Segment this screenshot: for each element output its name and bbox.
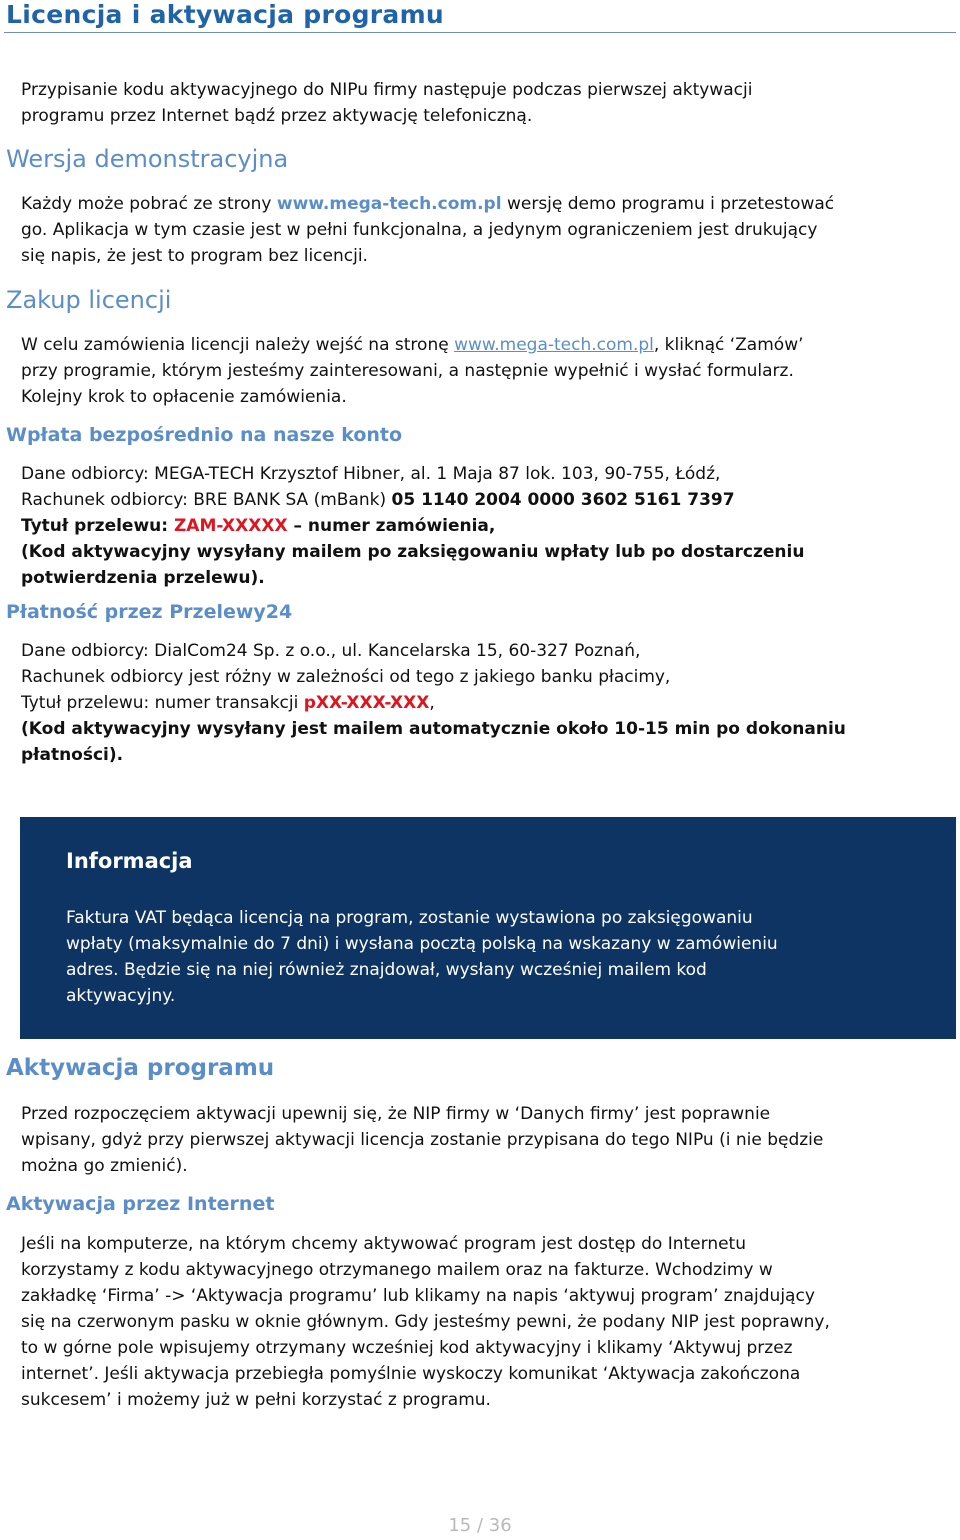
- p24-title-code: pXX-XXX-XXX: [303, 693, 430, 713]
- section-heading-przelewy24: Płatność przez Przelewy24: [6, 601, 293, 623]
- internet-line: zakładkę ‘Firma’ -> ‘Aktywacja programu’ lub klikamy na napis ‘aktywuj program’ znajdujący: [21, 1286, 815, 1306]
- activation-paragraph: [21, 1101, 951, 1179]
- transfer-title-label: Tytuł przelewu:: [21, 516, 174, 536]
- przelewy24-paragraph: [21, 638, 951, 768]
- p24-recipient: Dane odbiorcy: DialCom24 Sp. z o.o., ul. Kancelarska 15, 60-327 Poznań,: [21, 641, 641, 661]
- page-title: Licencja i aktywacja programu: [6, 0, 445, 29]
- internet-line: się na czerwonym pasku w oknie głównym. Gdy jesteśmy pewni, że podany NIP jest poprawny,: [21, 1312, 830, 1332]
- p24-note: płatności).: [21, 745, 124, 765]
- info-line: adres. Będzie się na niej również znajdował, wysłany wcześniej mailem kod: [66, 960, 707, 980]
- title-divider: [4, 32, 956, 33]
- section-heading-demo: Wersja demonstracyjna: [6, 145, 289, 173]
- purchase-line: [21, 332, 951, 358]
- intro-line: programu przez Internet bądź przez aktywację telefoniczną.: [21, 106, 533, 126]
- purchase-line: Kolejny krok to opłacenie zamówienia.: [21, 387, 347, 407]
- info-line: Faktura VAT będąca licencją na program, zostanie wystawiona po zaksięgowaniu: [66, 908, 753, 928]
- demo-text: Każdy może pobrać ze strony: [21, 194, 277, 214]
- info-box-text: [66, 905, 926, 1009]
- demo-text: wersję demo programu i przetestować: [501, 194, 835, 214]
- purchase-line: przy programie, którym jesteśmy zainteresowani, a następnie wypełnić i wysłać formularz.: [21, 361, 794, 381]
- demo-line: się napis, że jest to program bez licencji.: [21, 246, 368, 266]
- account-label: Rachunek odbiorcy: BRE BANK SA (mBank): [21, 490, 392, 510]
- transfer-account: [21, 487, 951, 513]
- page-number: 15 / 36: [448, 1515, 512, 1536]
- info-box: [20, 817, 956, 1039]
- account-number: 05 1140 2004 0000 3602 5161 7397: [391, 490, 735, 510]
- internet-paragraph: [21, 1231, 951, 1413]
- info-line: aktywacyjny.: [66, 986, 176, 1006]
- internet-line: korzystamy z kodu aktywacyjnego otrzymanego mailem oraz na fakturze. Wchodzimy w: [21, 1260, 773, 1280]
- section-heading-transfer: Wpłata bezpośrednio na nasze konto: [6, 424, 403, 446]
- info-line: wpłaty (maksymalnie do 7 dni) i wysłana pocztą polską na wskazany w zamówieniu: [66, 934, 778, 954]
- intro-paragraph: [21, 77, 951, 129]
- internet-line: Jeśli na komputerze, na którym chcemy aktywować program jest dostęp do Internetu: [21, 1234, 746, 1254]
- activation-line: można go zmienić).: [21, 1156, 188, 1176]
- transfer-paragraph: [21, 461, 951, 591]
- info-box-title: Informacja: [66, 849, 193, 873]
- p24-account: Rachunek odbiorcy jest różny w zależności od tego z jakiego banku płacimy,: [21, 667, 671, 687]
- purchase-text: , kliknąć ‘Zamów’: [653, 335, 804, 355]
- internet-line: to w górne pole wpisujemy otrzymany wcześniej kod aktywacyjny i klikamy ‘Aktywuj przez: [21, 1338, 793, 1358]
- activation-line: wpisany, gdyż przy pierwszej aktywacji licencja zostanie przypisana do tego NIPu (i nie będzie: [21, 1130, 824, 1150]
- section-heading-purchase: Zakup licencji: [6, 286, 172, 314]
- transfer-title-code: ZAM-XXXXX: [173, 516, 288, 536]
- transfer-title-suffix: – numer zamówienia,: [287, 516, 496, 536]
- activation-line: Przed rozpoczęciem aktywacji upewnij się, że NIP firmy w ‘Danych firmy’ jest poprawnie: [21, 1104, 771, 1124]
- p24-title-label: Tytuł przelewu: numer transakcji: [21, 693, 304, 713]
- internet-line: internet’. Jeśli aktywacja przebiegła pomyślnie wyskoczy komunikat ‘Aktywacja zakończona: [21, 1364, 801, 1384]
- purchase-text: W celu zamówienia licencji należy wejść na stronę: [21, 335, 455, 355]
- p24-title: [21, 690, 951, 716]
- transfer-title: [21, 513, 951, 539]
- demo-link[interactable]: www.mega-tech.com.pl: [276, 194, 502, 214]
- purchase-link[interactable]: www.mega-tech.com.pl: [454, 335, 654, 355]
- transfer-recipient: Dane odbiorcy: MEGA-TECH Krzysztof Hibner, al. 1 Maja 87 lok. 103, 90-755, Łódź,: [21, 464, 721, 484]
- demo-line: [21, 191, 951, 217]
- section-heading-internet: Aktywacja przez Internet: [6, 1193, 275, 1215]
- purchase-paragraph: [21, 332, 951, 410]
- p24-title-suffix: ,: [429, 693, 435, 713]
- internet-line: sukcesem’ i możemy już w pełni korzystać z programu.: [21, 1390, 491, 1410]
- section-heading-activation: Aktywacja programu: [6, 1055, 275, 1081]
- demo-line: go. Aplikacja w tym czasie jest w pełni funkcjonalna, a jedynym ograniczeniem jest drukujący: [21, 220, 818, 240]
- intro-line: Przypisanie kodu aktywacyjnego do NIPu firmy następuje podczas pierwszej aktywacji: [21, 80, 753, 100]
- p24-note: (Kod aktywacyjny wysyłany jest mailem automatycznie około 10-15 min po dokonaniu: [21, 719, 846, 739]
- transfer-note: potwierdzenia przelewu).: [21, 568, 265, 588]
- transfer-note: (Kod aktywacyjny wysyłany mailem po zaksięgowaniu wpłaty lub po dostarczeniu: [21, 542, 805, 562]
- demo-paragraph: [21, 191, 951, 269]
